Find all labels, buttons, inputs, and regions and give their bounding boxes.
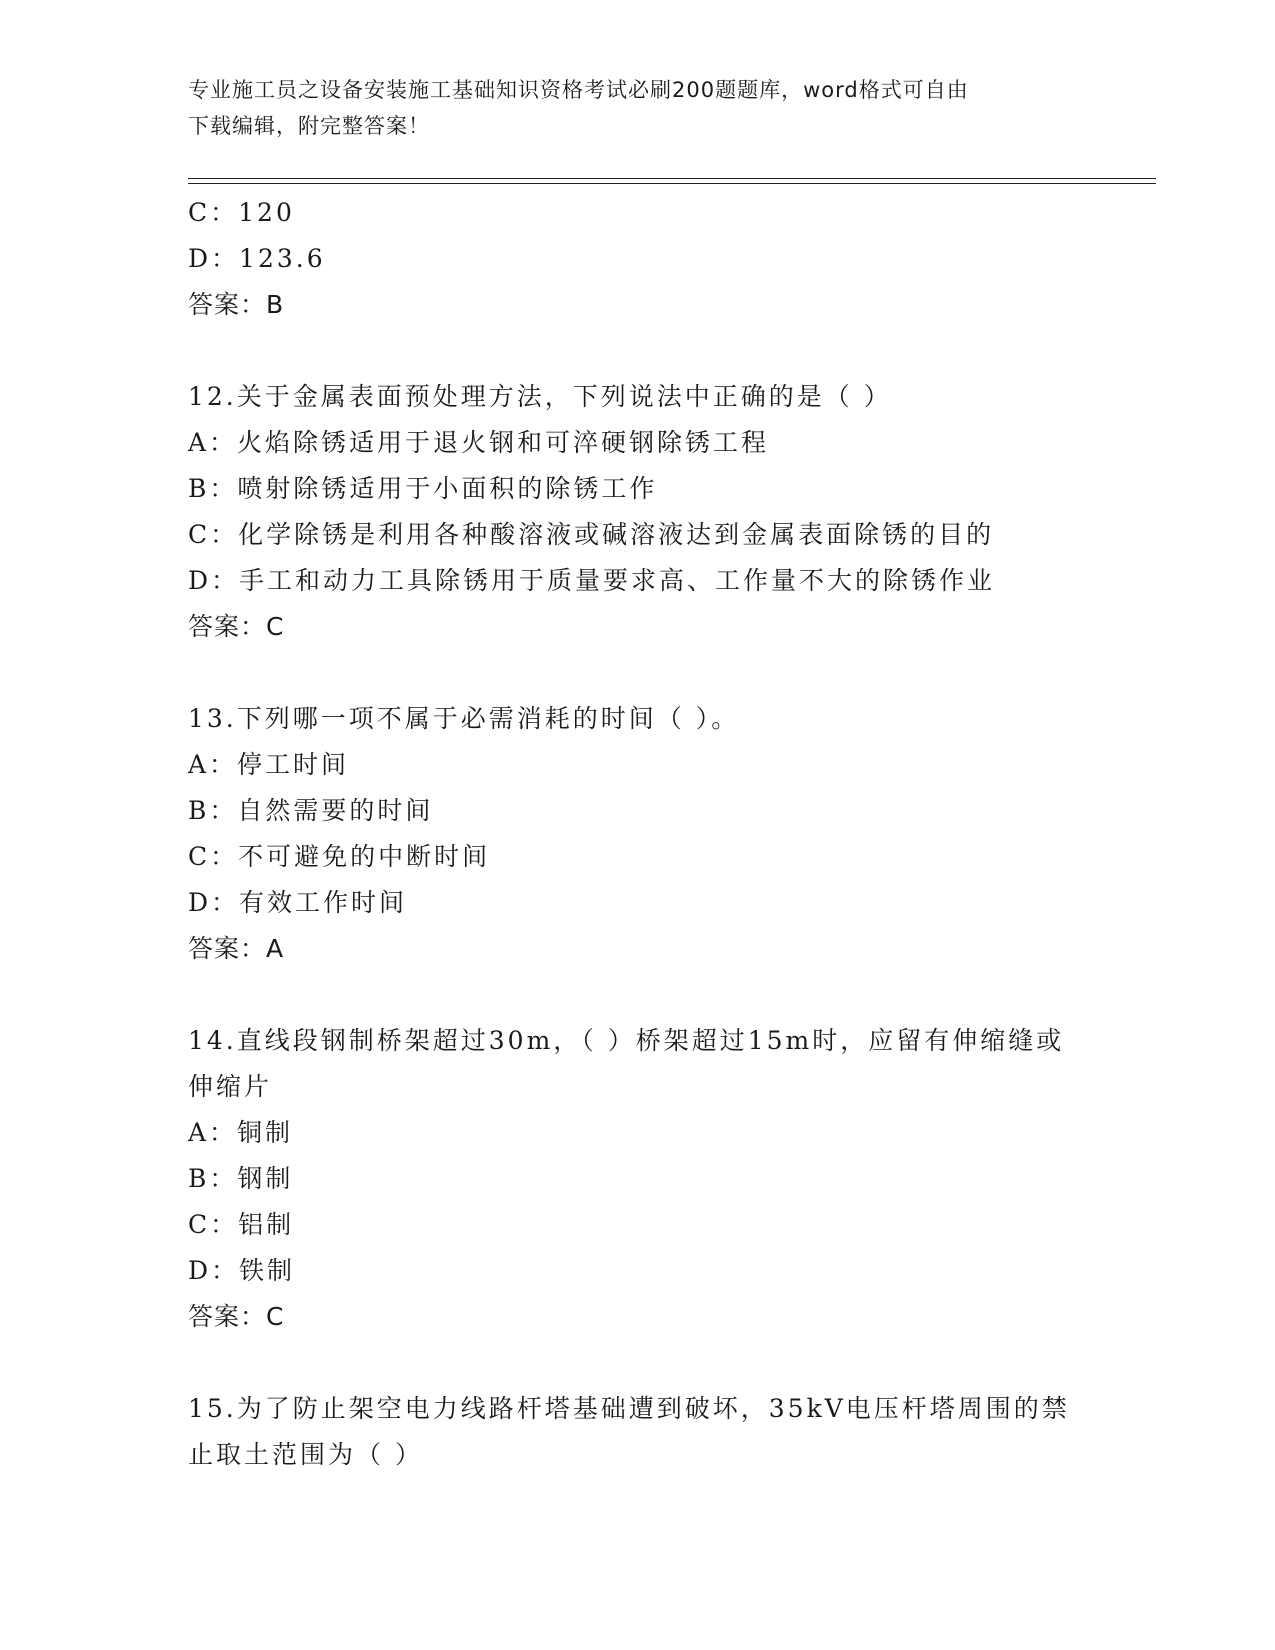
question-content <box>188 190 1108 1478</box>
question-14-answer: 答案：C <box>188 1302 285 1331</box>
option-d-q11: D：123.6 <box>188 244 326 273</box>
question-14-stem-line1: 14.直线段钢制桥架超过30m，（ ）桥架超过15m时，应留有伸缩缝或 <box>188 1026 1065 1055</box>
question-12-stem: 12.关于金属表面预处理方法，下列说法中正确的是（ ） <box>188 382 892 411</box>
question-12-option-b: B：喷射除锈适用于小面积的除锈工作 <box>188 474 658 503</box>
question-12-option-d: D：手工和动力工具除锈用于质量要求高、工作量不大的除锈作业 <box>188 566 996 595</box>
spacer <box>188 328 1108 374</box>
question-13-option-b: B：自然需要的时间 <box>188 796 434 825</box>
question-14-option-a: A：铜制 <box>188 1118 294 1147</box>
answer-q11: 答案：B <box>188 290 285 319</box>
question-13-option-c: C：不可避免的中断时间 <box>188 842 491 871</box>
question-14-option-c: C：铝制 <box>188 1210 295 1239</box>
question-12-answer: 答案：C <box>188 612 285 641</box>
spacer <box>188 972 1108 1018</box>
question-13-answer: 答案：A <box>188 934 285 963</box>
spacer <box>188 650 1108 696</box>
question-15-stem-line1: 15.为了防止架空电力线路杆塔基础遭到破坏，35kV电压杆塔周围的禁 <box>188 1394 1070 1423</box>
document-header <box>188 72 1088 144</box>
question-12-option-c: C：化学除锈是利用各种酸溶液或碱溶液达到金属表面除锈的目的 <box>188 520 995 549</box>
question-14-stem-line2: 伸缩片 <box>188 1072 273 1101</box>
question-14-option-b: B：钢制 <box>188 1164 294 1193</box>
spacer <box>188 1340 1108 1386</box>
header-title-line1: 专业施工员之设备安装施工基础知识资格考试必刷200题题库，word格式可自由 <box>188 78 969 102</box>
question-13-option-a: A：停工时间 <box>188 750 350 779</box>
question-13-option-d: D：有效工作时间 <box>188 888 408 917</box>
header-divider <box>188 178 1156 179</box>
header-divider-secondary <box>188 183 1156 184</box>
question-15-stem-line2: 止取土范围为（ ） <box>188 1440 423 1469</box>
header-title-line2: 下载编辑，附完整答案！ <box>188 114 430 138</box>
option-c-q11: C：120 <box>188 198 295 227</box>
question-12-option-a: A：火焰除锈适用于退火钢和可淬硬钢除锈工程 <box>188 428 770 457</box>
question-14-option-d: D：铁制 <box>188 1256 296 1285</box>
question-13-stem: 13.下列哪一项不属于必需消耗的时间（ ）。 <box>188 704 740 733</box>
